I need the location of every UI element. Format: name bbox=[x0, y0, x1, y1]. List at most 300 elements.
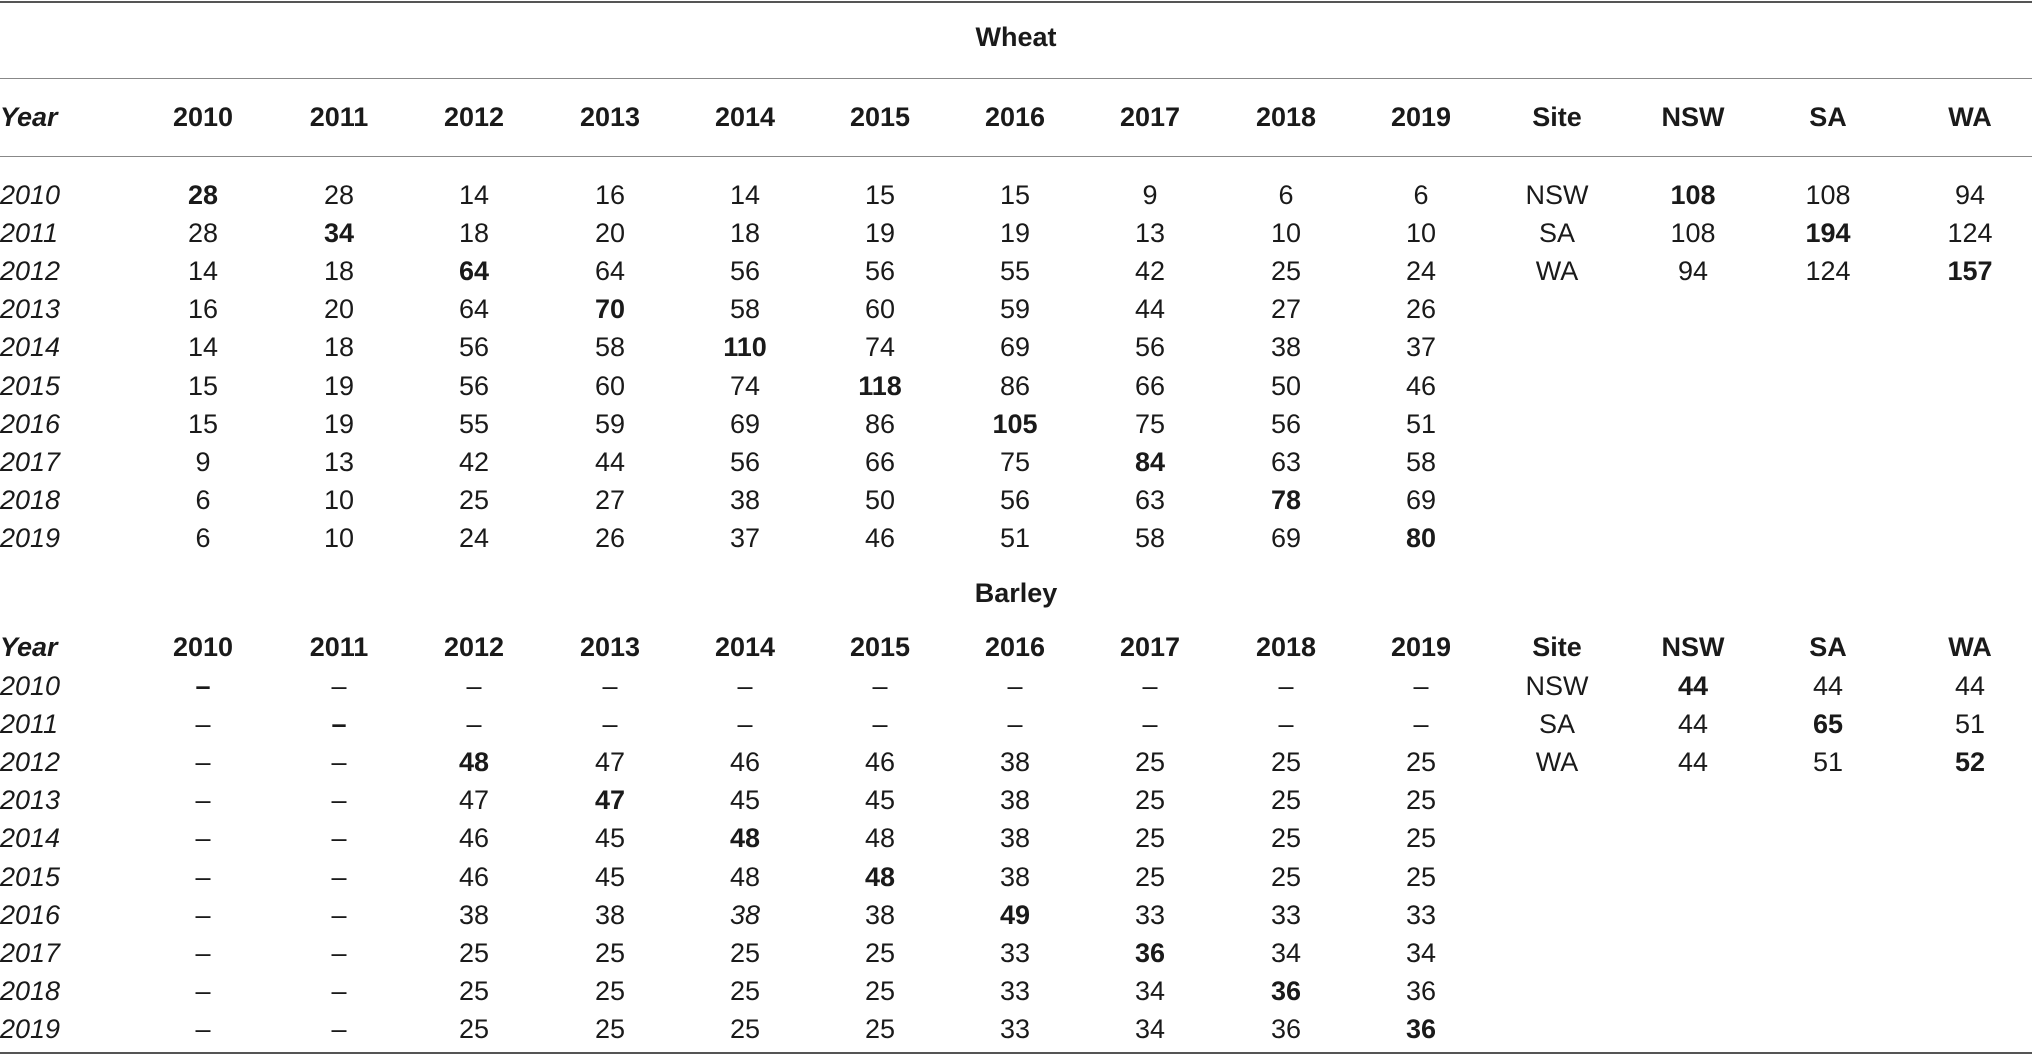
wheat-row-9-cell-2015: 46 bbox=[864, 522, 896, 553]
barley-row-8-cell-2015: 25 bbox=[864, 975, 896, 1006]
wheat-row-7-cell-2011: 13 bbox=[323, 446, 355, 477]
wheat-row-3-cell-2015: 60 bbox=[864, 294, 896, 325]
barley-row-4-cell-2012: 46 bbox=[458, 823, 490, 854]
barley-row-0-cell-site: NSW bbox=[1525, 671, 1589, 701]
wheat-row-7-cell-2017: 84 bbox=[1134, 446, 1166, 477]
barley-row-8-cell-2012: 25 bbox=[458, 975, 490, 1006]
barley-row-7-cell-2014: 25 bbox=[729, 937, 761, 968]
barley-row-1-cell-2016: – bbox=[1007, 709, 1023, 740]
wheat-row-2-cell-2012: 64 bbox=[458, 256, 490, 287]
wheat-row-7-cell-2016: 75 bbox=[999, 446, 1031, 477]
wheat-row-8-cell-2011: 10 bbox=[323, 484, 355, 515]
wheat-row-4-cell-2018: 38 bbox=[1270, 332, 1302, 363]
wheat-header-cell-site: Site bbox=[1532, 102, 1582, 132]
wheat-row-1-cell-site: SA bbox=[1538, 218, 1576, 249]
wheat-row-7-cell-2012: 42 bbox=[458, 446, 490, 477]
wheat-row-4-cell-2012: 56 bbox=[458, 332, 490, 363]
wheat-row-9-cell-2012: 24 bbox=[458, 522, 490, 553]
barley-row-0-cell-2013: – bbox=[602, 671, 618, 701]
wheat-row-6-cell-2012: 55 bbox=[458, 408, 490, 439]
barley-row-1-cell-nsw: 44 bbox=[1677, 709, 1709, 740]
barley-row-2-cell-site: WA bbox=[1535, 747, 1579, 778]
wheat-title-rule bbox=[0, 78, 2032, 79]
wheat-row-7-cell-2015: 66 bbox=[864, 446, 896, 477]
barley-row-8-cell-2011: – bbox=[331, 975, 347, 1006]
barley-row-4-cell-2018: 25 bbox=[1270, 823, 1302, 854]
wheat-row-3-cell-2016: 59 bbox=[999, 294, 1031, 325]
wheat-row-4-cell-2014: 110 bbox=[723, 332, 767, 363]
barley-row-8-cell-2010: – bbox=[195, 975, 211, 1006]
barley-header-cell-2013: 2013 bbox=[579, 632, 641, 662]
wheat-row-3-cell-2010: 16 bbox=[187, 294, 219, 325]
barley-row-9-cell-year: 2019 bbox=[0, 1013, 61, 1044]
barley-row-6-cell-2013: 38 bbox=[594, 899, 626, 930]
barley-row-7-cell-2011: – bbox=[331, 937, 347, 968]
wheat-row-1-cell-nsw: 108 bbox=[1670, 218, 1716, 249]
wheat-row-0-cell-2017: 9 bbox=[1142, 180, 1158, 210]
wheat-row-7-cell-year: 2017 bbox=[0, 446, 61, 477]
barley-row-8-cell-2013: 25 bbox=[594, 975, 626, 1006]
table-row bbox=[0, 934, 2032, 972]
table-row bbox=[0, 819, 2032, 857]
barley-row-2-cell-2014: 46 bbox=[729, 747, 761, 778]
top-rule bbox=[0, 1, 2032, 3]
barley-row-0-cell-year: 2010 bbox=[0, 671, 61, 701]
barley-row-9-cell-2015: 25 bbox=[864, 1013, 896, 1044]
wheat-header-cell-2017: 2017 bbox=[1119, 102, 1181, 132]
barley-row-2-cell-2013: 47 bbox=[594, 747, 626, 778]
barley-row-1-cell-2013: – bbox=[602, 709, 618, 740]
wheat-row-8-cell-2010: 6 bbox=[195, 484, 211, 515]
wheat-row-2-cell-2014: 56 bbox=[729, 256, 761, 287]
wheat-row-0-cell-2019: 6 bbox=[1413, 180, 1429, 210]
barley-row-2-cell-2018: 25 bbox=[1270, 747, 1302, 778]
wheat-header-cell-2010: 2010 bbox=[172, 102, 234, 132]
barley-row-5-cell-2013: 45 bbox=[594, 861, 626, 892]
barley-row-6-cell-2012: 38 bbox=[458, 899, 490, 930]
barley-row-8-cell-year: 2018 bbox=[0, 975, 61, 1006]
table-row bbox=[0, 896, 2032, 934]
wheat-header-cell-2019: 2019 bbox=[1390, 102, 1452, 132]
wheat-row-4-cell-2016: 69 bbox=[999, 332, 1031, 363]
wheat-row-2-cell-2016: 55 bbox=[999, 256, 1031, 287]
wheat-row-0-cell-2012: 14 bbox=[458, 180, 490, 210]
wheat-row-2-cell-2013: 64 bbox=[594, 256, 626, 287]
wheat-row-9-cell-2014: 37 bbox=[729, 522, 761, 553]
wheat-row-2-cell-2018: 25 bbox=[1270, 256, 1302, 287]
table-row bbox=[0, 252, 2032, 290]
wheat-row-8-cell-2016: 56 bbox=[999, 484, 1031, 515]
barley-row-0-cell-2017: – bbox=[1142, 671, 1158, 701]
wheat-row-8-cell-2019: 69 bbox=[1405, 484, 1437, 515]
barley-row-8-cell-2017: 34 bbox=[1134, 975, 1166, 1006]
wheat-row-4-cell-2017: 56 bbox=[1134, 332, 1166, 363]
barley-row-5-cell-2012: 46 bbox=[458, 861, 490, 892]
wheat-row-3-cell-2014: 58 bbox=[729, 294, 761, 325]
wheat-row-1-cell-2012: 18 bbox=[458, 218, 490, 249]
wheat-row-7-cell-2018: 63 bbox=[1270, 446, 1302, 477]
barley-row-5-cell-2010: – bbox=[195, 861, 211, 892]
barley-row-9-cell-2018: 36 bbox=[1270, 1013, 1302, 1044]
wheat-header-cell-2016: 2016 bbox=[984, 102, 1046, 132]
barley-row-4-cell-2010: – bbox=[195, 823, 211, 854]
wheat-header-cell-2018: 2018 bbox=[1255, 102, 1317, 132]
barley-row-0-cell-2018: – bbox=[1278, 671, 1294, 701]
barley-row-3-cell-2019: 25 bbox=[1405, 785, 1437, 816]
table-row bbox=[0, 214, 2032, 252]
table-row bbox=[0, 405, 2032, 443]
wheat-header-cell-wa: WA bbox=[1948, 102, 1992, 132]
wheat-row-4-cell-2010: 14 bbox=[187, 332, 219, 363]
table-row bbox=[0, 972, 2032, 1010]
wheat-header-cell-year: Year bbox=[0, 102, 58, 132]
barley-row-0-cell-2015: – bbox=[872, 671, 888, 701]
barley-row-1-cell-2014: – bbox=[737, 709, 753, 740]
wheat-row-5-cell-2016: 86 bbox=[999, 370, 1031, 401]
barley-row-0-cell-nsw: 44 bbox=[1677, 671, 1709, 701]
wheat-row-0-cell-2013: 16 bbox=[594, 180, 626, 210]
wheat-row-6-cell-year: 2016 bbox=[0, 408, 61, 439]
wheat-header-cell-2013: 2013 bbox=[579, 102, 641, 132]
barley-row-2-cell-2019: 25 bbox=[1405, 747, 1437, 778]
wheat-row-1-cell-2010: 28 bbox=[187, 218, 219, 249]
wheat-row-3-cell-2018: 27 bbox=[1270, 294, 1302, 325]
wheat-header-cell-2012: 2012 bbox=[443, 102, 505, 132]
barley-row-7-cell-2010: – bbox=[195, 937, 211, 968]
table-row bbox=[0, 176, 2032, 214]
barley-row-6-cell-2016: 49 bbox=[999, 899, 1031, 930]
wheat-row-3-cell-2012: 64 bbox=[458, 294, 490, 325]
wheat-row-5-cell-2010: 15 bbox=[187, 370, 219, 401]
table-row bbox=[0, 1010, 2032, 1048]
barley-row-2-cell-2012: 48 bbox=[458, 747, 490, 778]
barley-header-cell-2018: 2018 bbox=[1255, 632, 1317, 662]
wheat-header-cell-2011: 2011 bbox=[309, 102, 369, 132]
wheat-row-6-cell-2013: 59 bbox=[594, 408, 626, 439]
table-row bbox=[0, 443, 2032, 481]
barley-row-6-cell-year: 2016 bbox=[0, 899, 61, 930]
barley-row-6-cell-2010: – bbox=[195, 899, 211, 930]
wheat-row-8-cell-2015: 50 bbox=[864, 484, 896, 515]
barley-row-6-cell-2019: 33 bbox=[1405, 899, 1437, 930]
wheat-row-5-cell-2019: 46 bbox=[1405, 370, 1437, 401]
wheat-row-5-cell-2013: 60 bbox=[594, 370, 626, 401]
barley-row-8-cell-2016: 33 bbox=[999, 975, 1031, 1006]
barley-row-9-cell-2012: 25 bbox=[458, 1013, 490, 1044]
barley-row-5-cell-2015: 48 bbox=[864, 861, 896, 892]
wheat-row-4-cell-2013: 58 bbox=[594, 332, 626, 363]
barley-row-4-cell-2011: – bbox=[331, 823, 347, 854]
table-row bbox=[0, 743, 2032, 781]
barley-row-4-cell-2013: 45 bbox=[594, 823, 626, 854]
barley-row-5-cell-2011: – bbox=[331, 861, 347, 892]
barley-row-1-cell-2019: – bbox=[1413, 709, 1429, 740]
wheat-row-0-cell-wa: 94 bbox=[1954, 180, 1986, 210]
barley-row-4-cell-2015: 48 bbox=[864, 823, 896, 854]
wheat-header-rule bbox=[0, 156, 2032, 157]
wheat-row-3-cell-2011: 20 bbox=[323, 294, 355, 325]
barley-row-4-cell-2017: 25 bbox=[1134, 823, 1166, 854]
barley-row-2-cell-2017: 25 bbox=[1134, 747, 1166, 778]
barley-row-1-cell-2012: – bbox=[466, 709, 482, 740]
wheat-row-0-cell-nsw: 108 bbox=[1670, 180, 1716, 210]
barley-row-3-cell-2012: 47 bbox=[458, 785, 490, 816]
barley-row-0-cell-2012: – bbox=[466, 671, 482, 701]
barley-row-5-cell-2016: 38 bbox=[999, 861, 1031, 892]
barley-row-1-cell-2015: – bbox=[872, 709, 888, 740]
wheat-row-6-cell-2019: 51 bbox=[1405, 408, 1437, 439]
barley-row-0-cell-wa: 44 bbox=[1954, 671, 1986, 701]
barley-row-3-cell-year: 2013 bbox=[0, 785, 61, 816]
wheat-row-8-cell-2012: 25 bbox=[458, 484, 490, 515]
barley-row-2-cell-wa: 52 bbox=[1954, 747, 1986, 778]
barley-row-7-cell-2019: 34 bbox=[1405, 937, 1437, 968]
wheat-row-9-cell-2016: 51 bbox=[999, 522, 1031, 553]
wheat-row-5-cell-2018: 50 bbox=[1270, 370, 1302, 401]
wheat-row-5-cell-2011: 19 bbox=[323, 370, 355, 401]
wheat-row-0-cell-2010: 28 bbox=[187, 180, 219, 210]
wheat-row-7-cell-2013: 44 bbox=[594, 446, 626, 477]
wheat-row-0-cell-2011: 28 bbox=[323, 180, 355, 210]
wheat-row-5-cell-2012: 56 bbox=[458, 370, 490, 401]
wheat-row-1-cell-2016: 19 bbox=[999, 218, 1031, 249]
wheat-row-0-cell-2015: 15 bbox=[864, 180, 896, 210]
wheat-row-8-cell-year: 2018 bbox=[0, 484, 61, 515]
wheat-row-1-cell-2017: 13 bbox=[1134, 218, 1166, 249]
wheat-row-9-cell-2018: 69 bbox=[1270, 522, 1302, 553]
wheat-row-2-cell-nsw: 94 bbox=[1677, 256, 1709, 287]
barley-row-9-cell-2010: – bbox=[195, 1013, 211, 1044]
barley-row-1-cell-2010: – bbox=[195, 709, 211, 740]
barley-row-0-cell-sa: 44 bbox=[1812, 671, 1844, 701]
barley-row-9-cell-2014: 25 bbox=[729, 1013, 761, 1044]
barley-header-cell-2019: 2019 bbox=[1390, 632, 1452, 662]
barley-row-3-cell-2018: 25 bbox=[1270, 785, 1302, 816]
wheat-row-2-cell-wa: 157 bbox=[1947, 256, 1993, 287]
barley-row-3-cell-2013: 47 bbox=[594, 785, 626, 816]
wheat-row-2-cell-2017: 42 bbox=[1134, 256, 1166, 287]
wheat-row-4-cell-year: 2014 bbox=[0, 332, 61, 363]
table-row bbox=[0, 328, 2032, 366]
wheat-header-cell-sa: SA bbox=[1809, 102, 1847, 132]
barley-row-0-cell-2010: – bbox=[195, 671, 211, 701]
barley-row-2-cell-year: 2012 bbox=[0, 747, 61, 778]
barley-row-0-cell-2011: – bbox=[331, 671, 347, 701]
barley-row-7-cell-2018: 34 bbox=[1270, 937, 1302, 968]
barley-row-6-cell-2018: 33 bbox=[1270, 899, 1302, 930]
barley-row-0-cell-2014: – bbox=[737, 671, 753, 701]
wheat-row-9-cell-2011: 10 bbox=[323, 522, 355, 553]
wheat-row-5-cell-2015: 118 bbox=[858, 370, 902, 401]
barley-row-1-cell-sa: 65 bbox=[1812, 709, 1844, 740]
barley-row-4-cell-2014: 48 bbox=[729, 823, 761, 854]
barley-header-row bbox=[0, 628, 2032, 666]
barley-row-4-cell-2016: 38 bbox=[999, 823, 1031, 854]
wheat-row-6-cell-2017: 75 bbox=[1134, 408, 1166, 439]
wheat-row-2-cell-2015: 56 bbox=[864, 256, 896, 287]
wheat-row-0-cell-year: 2010 bbox=[0, 180, 61, 210]
barley-header-cell-2012: 2012 bbox=[443, 632, 505, 662]
barley-row-3-cell-2016: 38 bbox=[999, 785, 1031, 816]
barley-row-1-cell-wa: 51 bbox=[1954, 709, 1986, 740]
wheat-row-4-cell-2015: 74 bbox=[864, 332, 896, 363]
wheat-row-2-cell-year: 2012 bbox=[0, 256, 61, 287]
wheat-row-3-cell-2013: 70 bbox=[594, 294, 626, 325]
table-row bbox=[0, 367, 2032, 405]
wheat-row-5-cell-2017: 66 bbox=[1134, 370, 1166, 401]
barley-header-cell-2015: 2015 bbox=[849, 632, 911, 662]
barley-row-2-cell-2015: 46 bbox=[864, 747, 896, 778]
barley-header-cell-2011: 2011 bbox=[309, 632, 369, 662]
wheat-row-6-cell-2010: 15 bbox=[187, 408, 219, 439]
barley-row-8-cell-2014: 25 bbox=[729, 975, 761, 1006]
barley-header-cell-2014: 2014 bbox=[714, 632, 776, 662]
table-row bbox=[0, 290, 2032, 328]
wheat-row-7-cell-2010: 9 bbox=[195, 446, 211, 477]
barley-row-3-cell-2011: – bbox=[331, 785, 347, 816]
wheat-row-1-cell-2018: 10 bbox=[1270, 218, 1302, 249]
wheat-row-2-cell-2011: 18 bbox=[323, 256, 355, 287]
barley-row-5-cell-2019: 25 bbox=[1405, 861, 1437, 892]
wheat-row-2-cell-sa: 124 bbox=[1805, 256, 1851, 287]
wheat-row-1-cell-sa: 194 bbox=[1805, 218, 1851, 249]
barley-row-6-cell-2011: – bbox=[331, 899, 347, 930]
barley-row-4-cell-2019: 25 bbox=[1405, 823, 1437, 854]
barley-row-3-cell-2014: 45 bbox=[729, 785, 761, 816]
barley-header-cell-2017: 2017 bbox=[1119, 632, 1181, 662]
barley-row-7-cell-2017: 36 bbox=[1134, 937, 1166, 968]
wheat-header-cell-2015: 2015 bbox=[849, 102, 911, 132]
wheat-row-8-cell-2013: 27 bbox=[594, 484, 626, 515]
barley-row-9-cell-2013: 25 bbox=[594, 1013, 626, 1044]
wheat-row-8-cell-2014: 38 bbox=[729, 484, 761, 515]
barley-row-2-cell-2011: – bbox=[331, 747, 347, 778]
barley-row-8-cell-2019: 36 bbox=[1405, 975, 1437, 1006]
wheat-row-1-cell-2013: 20 bbox=[594, 218, 626, 249]
wheat-row-3-cell-year: 2013 bbox=[0, 294, 61, 325]
wheat-row-0-cell-2018: 6 bbox=[1278, 180, 1294, 210]
barley-row-9-cell-2016: 33 bbox=[999, 1013, 1031, 1044]
barley-row-8-cell-2018: 36 bbox=[1270, 975, 1302, 1006]
wheat-row-0-cell-sa: 108 bbox=[1805, 180, 1851, 210]
wheat-title: Wheat bbox=[975, 22, 1057, 52]
bottom-rule bbox=[0, 1052, 2032, 1054]
wheat-row-4-cell-2019: 37 bbox=[1405, 332, 1437, 363]
barley-row-1-cell-2018: – bbox=[1278, 709, 1294, 740]
barley-header-cell-2010: 2010 bbox=[172, 632, 234, 662]
barley-row-1-cell-2011: – bbox=[331, 709, 347, 740]
wheat-row-3-cell-2019: 26 bbox=[1405, 294, 1437, 325]
wheat-row-8-cell-2018: 78 bbox=[1270, 484, 1302, 515]
wheat-row-6-cell-2015: 86 bbox=[864, 408, 896, 439]
barley-row-2-cell-nsw: 44 bbox=[1677, 747, 1709, 778]
wheat-row-2-cell-site: WA bbox=[1535, 256, 1579, 287]
wheat-header-row bbox=[0, 98, 2032, 136]
barley-header-cell-wa: WA bbox=[1948, 632, 1992, 662]
wheat-header-cell-nsw: NSW bbox=[1661, 102, 1725, 132]
wheat-row-0-cell-2016: 15 bbox=[999, 180, 1031, 210]
wheat-row-0-cell-site: NSW bbox=[1525, 180, 1589, 210]
wheat-row-0-cell-2014: 14 bbox=[729, 180, 761, 210]
barley-row-2-cell-sa: 51 bbox=[1812, 747, 1844, 778]
wheat-row-7-cell-2014: 56 bbox=[729, 446, 761, 477]
barley-row-1-cell-2017: – bbox=[1142, 709, 1158, 740]
barley-title: Barley bbox=[974, 578, 1058, 608]
wheat-row-9-cell-2017: 58 bbox=[1134, 522, 1166, 553]
barley-row-9-cell-2011: – bbox=[331, 1013, 347, 1044]
wheat-row-5-cell-2014: 74 bbox=[729, 370, 761, 401]
barley-row-0-cell-2019: – bbox=[1413, 671, 1429, 701]
wheat-row-6-cell-2016: 105 bbox=[992, 408, 1038, 439]
barley-row-7-cell-year: 2017 bbox=[0, 937, 61, 968]
barley-row-7-cell-2013: 25 bbox=[594, 937, 626, 968]
barley-row-5-cell-2017: 25 bbox=[1134, 861, 1166, 892]
barley-row-3-cell-2010: – bbox=[195, 785, 211, 816]
wheat-row-1-cell-2019: 10 bbox=[1405, 218, 1437, 249]
wheat-row-9-cell-2013: 26 bbox=[594, 522, 626, 553]
barley-header-cell-2016: 2016 bbox=[984, 632, 1046, 662]
table-row bbox=[0, 705, 2032, 743]
barley-row-7-cell-2012: 25 bbox=[458, 937, 490, 968]
wheat-row-9-cell-2010: 6 bbox=[195, 522, 211, 553]
wheat-row-1-cell-wa: 124 bbox=[1947, 218, 1993, 249]
barley-row-9-cell-2019: 36 bbox=[1405, 1013, 1437, 1044]
wheat-header-cell-2014: 2014 bbox=[714, 102, 776, 132]
wheat-row-9-cell-2019: 80 bbox=[1405, 522, 1437, 553]
table-row bbox=[0, 781, 2032, 819]
barley-row-1-cell-site: SA bbox=[1538, 709, 1576, 740]
wheat-row-7-cell-2019: 58 bbox=[1405, 446, 1437, 477]
barley-row-0-cell-2016: – bbox=[1007, 671, 1023, 701]
barley-row-3-cell-2015: 45 bbox=[864, 785, 896, 816]
table-row bbox=[0, 667, 2032, 705]
table-row bbox=[0, 481, 2032, 519]
table-row bbox=[0, 858, 2032, 896]
wheat-row-2-cell-2010: 14 bbox=[187, 256, 219, 287]
barley-row-2-cell-2016: 38 bbox=[999, 747, 1031, 778]
barley-header-cell-site: Site bbox=[1532, 632, 1582, 662]
barley-row-7-cell-2016: 33 bbox=[999, 937, 1031, 968]
barley-row-4-cell-year: 2014 bbox=[0, 823, 61, 854]
barley-row-6-cell-2014: 38 bbox=[729, 899, 761, 930]
wheat-row-6-cell-2014: 69 bbox=[729, 408, 761, 439]
barley-header-cell-nsw: NSW bbox=[1661, 632, 1725, 662]
barley-header-cell-sa: SA bbox=[1809, 632, 1847, 662]
wheat-row-6-cell-2018: 56 bbox=[1270, 408, 1302, 439]
wheat-row-1-cell-2011: 34 bbox=[323, 218, 355, 249]
barley-row-3-cell-2017: 25 bbox=[1134, 785, 1166, 816]
wheat-row-1-cell-year: 2011 bbox=[0, 218, 59, 249]
barley-row-7-cell-2015: 25 bbox=[864, 937, 896, 968]
barley-row-1-cell-year: 2011 bbox=[0, 709, 59, 740]
wheat-row-1-cell-2015: 19 bbox=[864, 218, 896, 249]
wheat-row-5-cell-year: 2015 bbox=[0, 370, 61, 401]
barley-row-6-cell-2017: 33 bbox=[1134, 899, 1166, 930]
barley-row-5-cell-2018: 25 bbox=[1270, 861, 1302, 892]
wheat-row-2-cell-2019: 24 bbox=[1405, 256, 1437, 287]
barley-row-9-cell-2017: 34 bbox=[1134, 1013, 1166, 1044]
barley-row-5-cell-2014: 48 bbox=[729, 861, 761, 892]
wheat-row-8-cell-2017: 63 bbox=[1134, 484, 1166, 515]
barley-row-6-cell-2015: 38 bbox=[864, 899, 896, 930]
barley-row-2-cell-2010: – bbox=[195, 747, 211, 778]
table-row bbox=[0, 519, 2032, 557]
wheat-row-1-cell-2014: 18 bbox=[729, 218, 761, 249]
barley-row-5-cell-year: 2015 bbox=[0, 861, 61, 892]
wheat-row-3-cell-2017: 44 bbox=[1134, 294, 1166, 325]
wheat-row-9-cell-year: 2019 bbox=[0, 522, 61, 553]
wheat-row-4-cell-2011: 18 bbox=[323, 332, 355, 363]
